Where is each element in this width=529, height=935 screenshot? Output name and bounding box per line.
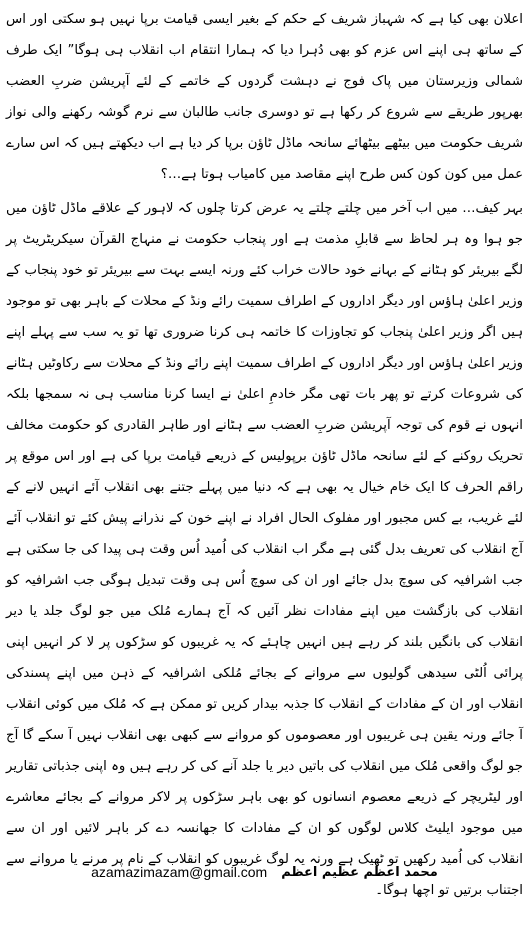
author-email[interactable]: azamazimazam@gmail.com xyxy=(91,864,268,880)
article-paragraph-2: بہر کیف… میں اب آخر میں چلتے چلتے یہ عرض کرتا چلوں کہ لاہور کے علاقے ماڈل ٹاؤن میں جو ہوا وہ ہر لحاظ سے قابلِ مذمت ہے اور پنجاب حکومت نے منہاج القرآن سیکریٹریٹ پر لگے بیریئر کو ہٹانے کے بہانے خود حالات خراب کئے ورنہ ایسے بہت سے بیریئر تو خود پنجاب کے وزیر اعلیٰ ہاؤس اور دیگر اداروں کے اطراف سمیت رائے ونڈ کے محلات کے باہر بھی تو موجود ہیں اگر وزیر اعلیٰ پنجاب کو تجاوزات کا خاتمہ ہی کرنا ضروری تھا تو یہ سب سے پہلے اپنے وزیر اعلیٰ ہاؤس اور دیگر اداروں کے اطراف سمیت اپنے رائے ونڈ کے محلات سے رکاوٹیں ہٹانے کی شروعات کرتے تو پھر بات تھی مگر خادمِ اعلیٰ نے ایسا کرنا مناسب ہی نہ سمجھا بلکہ انہوں نے قوم کی توجہ آپریشن ضربِ العضب سے ہٹانے اور طاہر القادری کو حکومت مخالف تحریک روکنے کے لئے سانحہ ماڈل ٹاؤن برپولیس کے ذریعے قیامت برپا کی ہے اور اس موقع پر راقم الحرف کا ایک خام خیال یہ بھی ہے کہ دنیا میں پہلے جتنے بھی انقلاب آئے انہیں لانے کے لئے غریب، بے کس مجبور اور مفلوک الحال افراد نے اپنے خون کے نذرانے پیش کئے تو انقلاب آئے آج انقلاب کی تعریف بدل گئی ہے مگر اب انقلاب کی اُمید اُس وقت ہی پیدا کی جا سکتی ہے جب اشرافیہ کی سوچ بدل جائے اور ان کی سوچ اُس ہی وقت تبدیل ہوگی جب اشرافیہ کو انقلاب کی بازگشت میں اپنے مفادات نظر آئیں کہ آج ہمارے مُلک میں جو لوگ جلد یا دیر انقلاب کی بانگیں بلند کر رہے ہیں انہیں چاہئے کہ یہ غریبوں کو سڑکوں پر لا کر انہیں اپنی پرائی اُلٹی سیدھی گولیوں سے مروانے کے بجائے مُلکی اشرافیہ کے ذہن میں اپنے پسندکی انقلاب اور ان کے مفادات کے انقلاب کا جذبہ بیدار کریں تو ممکن ہے کہ مُلک میں کوئی انقلاب آ جائے ورنہ یقین ہی غریبوں اور معصوموں کو مروانے سے کبھی بھی انقلاب نہیں آ سکے گا آج جو لوگ واقعی مُلک میں انقلاب کی باتیں دیر یا جلد آنے کی کر رہے ہیں وہ اپنی جذباتی تقاریر اور لیٹریچر کے ذریعے معصوم انسانوں کو بھی باہر سڑکوں پر لاکر مروانے کے بجائے معاشرے میں موجود ایلیٹ کلاس لوگوں کو ان کے مفادات کا جھانسہ دے کر باہر لائیں اور ان سے انقلاب کی اُمید رکھیں تو ٹھیک ہے ورنہ یہ لوگ غریبوں کو انقلاب کے نام پر مرنے یا مروانے سے اجتناب برتیں تو اچھا ہوگا۔ xyxy=(6,201,523,898)
author-name: محمد اعظم عظیم اعظم xyxy=(281,864,438,880)
article-footer xyxy=(0,860,529,884)
article-paragraph-1: اعلان بھی کیا ہے کہ شہباز شریف کے حکم کے بغیر ایسی قیامت برپا نہیں ہو سکتی اور اس کے ساتھ ہی اپنے اس عزم کو بھی دُہرا دیا کہ ہمارا انتقام اب انقلاب ہی ہوگا” ایک طرف شمالی وزیرستان میں پاک فوج نے دہشت گردوں کے خاتمے کے لئے آپریشن ضربِ العضب بھرپور طریقے سے شروع کر رکھا ہے تو دوسری جانب طالبان سے نرم گوشہ رکھنے والی نواز شریف حکومت میں بیٹھے بیٹھائے سانحہ ماڈل ٹاؤن برپا کر دیا ہے اب دیکھتے ہیں کہ اس سارے عمل میں کون کون کس طرح اپنے مقاصد میں کامیاب ہوتا ہے…؟ xyxy=(6,12,523,182)
article-page xyxy=(6,4,523,931)
